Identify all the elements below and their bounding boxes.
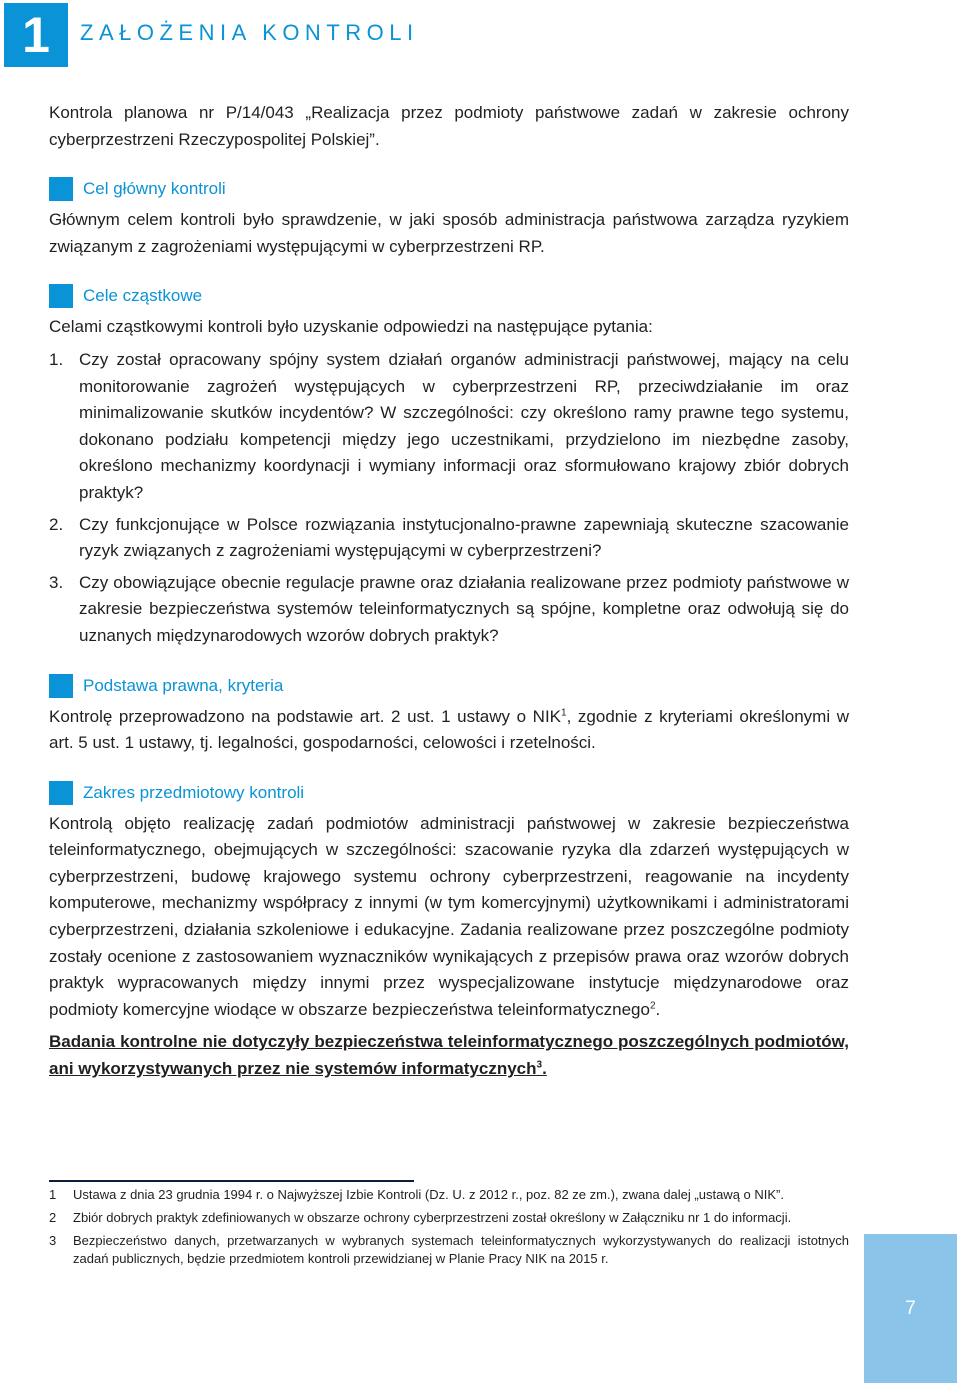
scope-bold-text: Badania kontrolne nie dotyczyły bezpieczeństwa teleinformatycznego poszczególnych podmiotów, ani wykorzystywanych przez nie systemów informatycznych (49, 1032, 849, 1079)
footnote-text: Bezpieczeństwo danych, przetwarzanych w wybranych systemach teleinformatycznych wykorzystywanych do realizacji istotnych zadań publicznych, będzie przedmiotem kontroli przewidzianej w Planie Pracy NIK na 2015 r. (73, 1233, 849, 1266)
section-square-icon (49, 674, 73, 698)
chapter-title: ZAŁOŻENIA KONTROLI (80, 20, 419, 45)
main-goal-text: Głównym celem kontroli było sprawdzenie, w jaki sposób administracja państwowa zarządza ryzykiem związanym z zagrożeniami występującymi w cyberprzestrzeni RP. (49, 210, 849, 256)
list-item (49, 512, 849, 565)
footnote-divider (49, 1180, 414, 1182)
scope-text-start: Kontrolą objęto realizację zadań podmiotów administracji państwowej w zakresie bezpieczeństwa teleinformatycznego, obejmujących w szczególności: szacowanie ryzyka dla zdarzeń występujących w cyberprzestrzeni, budowę krajowego systemu ochrony cyberprzestrzeni, reagowanie na incydenty komputerowe, mechanizmy współpracy z innymi (w tym komercyjnymi) użytkownikami i administratorami cyberprzestrzeni, działania szkoleniowe i edukacyjne. Zadania realizowane przez poszczególne podmioty zostały ocenione z zastosowaniem wyznaczników wynikających z przepisów prawa oraz wzorów dobrych praktyk wypracowanych między innymi przez wyspecjalizowane instytucje międzynarodowe oraz podmioty komercyjne wiodące w obszarze bezpieczeństwa teleinformatycznego (49, 813, 849, 1019)
footnote-item (49, 1186, 849, 1204)
page-number-tab: 7 (864, 1234, 957, 1383)
section-heading (49, 284, 849, 308)
list-item-number: 1. (49, 349, 64, 369)
chapter-number-box: 1 (4, 3, 68, 67)
footnote-text: Ustawa z dnia 23 grudnia 1994 r. o Najwyższej Izbie Kontroli (Dz. U. z 2012 r., poz. 82 ze zm.), zwana dalej „ustawą o NIK”. (73, 1187, 784, 1202)
section-square-icon (49, 284, 73, 308)
section-scope (49, 781, 849, 1083)
section-legal-basis (49, 674, 849, 757)
list-item-number: 2. (49, 514, 64, 534)
footnote-text: Zbiór dobrych praktyk zdefiniowanych w obszarze ochrony cyberprzestrzeni został określony w Załączniku nr 1 do informacji. (73, 1210, 792, 1225)
list-item (49, 570, 849, 650)
section-heading-label: Cele cząstkowe (83, 286, 203, 306)
legal-basis-text-end: , zgodnie z kryteriami określonymi w art. 5 ust. 1 ustawy, tj. legalności, gospodarności, celowości i rzetelności. (49, 706, 849, 753)
section-heading-label: Cel główny kontroli (83, 179, 226, 199)
list-item-text: Czy obowiązujące obecnie regulacje prawne oraz działania realizowane przez podmioty państwowe w zakresie bezpieczeństwa systemów teleinformatycznych są spójne, kompletne oraz odwołują się do uznanych międzynarodowych wzorów dobrych praktyk? (79, 572, 849, 645)
list-item-text: Czy funkcjonujące w Polsce rozwiązania instytucjonalno-prawne zapewniają skuteczne szacowanie ryzyk związanych z zagrożeniami występującymi w cyberprzestrzeni? (79, 514, 849, 561)
section-partial-goals (49, 284, 849, 649)
footnote-number: 3 (49, 1233, 57, 1248)
footnote-number: 1 (49, 1187, 57, 1202)
scope-text-end: . (655, 999, 661, 1019)
questions-list (49, 347, 849, 650)
legal-basis-text (49, 704, 849, 757)
section-square-icon (49, 177, 73, 201)
section-heading-label: Zakres przedmiotowy kontroli (83, 782, 305, 802)
legal-basis-text-start: Kontrolę przeprowadzono na podstawie art. 2 ust. 1 ustawy o NIK (49, 706, 562, 726)
section-heading (49, 781, 849, 805)
list-item-text: Czy został opracowany spójny system działań organów administracji państwowej, mający na celu monitorowanie zagrożeń występujących w cyberprzestrzeni RP, przeciwdziałanie im oraz minimalizowanie skutków incydentów? W szczególności: czy określono ramy prawne tego systemu, dokonano podziału kompetencji między jego uczestnikami, przydzielono im niezbędne zasoby, określono mechanizmy koordynacji i wymiany informacji oraz sformułowano krajowy zbiór dobrych praktyk? (79, 349, 849, 502)
list-item-number: 3. (49, 572, 64, 592)
section-square-icon (49, 781, 73, 805)
footnote-item (49, 1232, 849, 1268)
footnote-ref[interactable]: 3 (536, 1059, 543, 1071)
main-content (49, 100, 849, 1107)
list-item (49, 347, 849, 507)
section-heading (49, 674, 849, 698)
section-heading (49, 177, 849, 201)
intro-text: Kontrola planowa nr P/14/043 „Realizacja przez podmioty państwowe zadań w zakresie ochrony cyberprzestrzeni Rzeczypospolitej Polskiej”. (49, 103, 849, 149)
scope-bold-note (49, 1029, 849, 1082)
scope-text (49, 811, 849, 1024)
section-main-goal (49, 177, 849, 260)
footnote-number: 2 (49, 1210, 57, 1225)
partial-goals-intro: Celami cząstkowymi kontroli było uzyskanie odpowiedzi na następujące pytania: (49, 317, 653, 337)
scope-bold-end: . (542, 1059, 547, 1079)
section-heading-label: Podstawa prawna, kryteria (83, 675, 284, 695)
footnote-item (49, 1209, 849, 1227)
footnote-ref[interactable]: 2 (649, 1000, 656, 1012)
intro-block (49, 100, 849, 153)
footnotes (49, 1186, 849, 1273)
footnote-ref[interactable]: 1 (561, 706, 567, 718)
